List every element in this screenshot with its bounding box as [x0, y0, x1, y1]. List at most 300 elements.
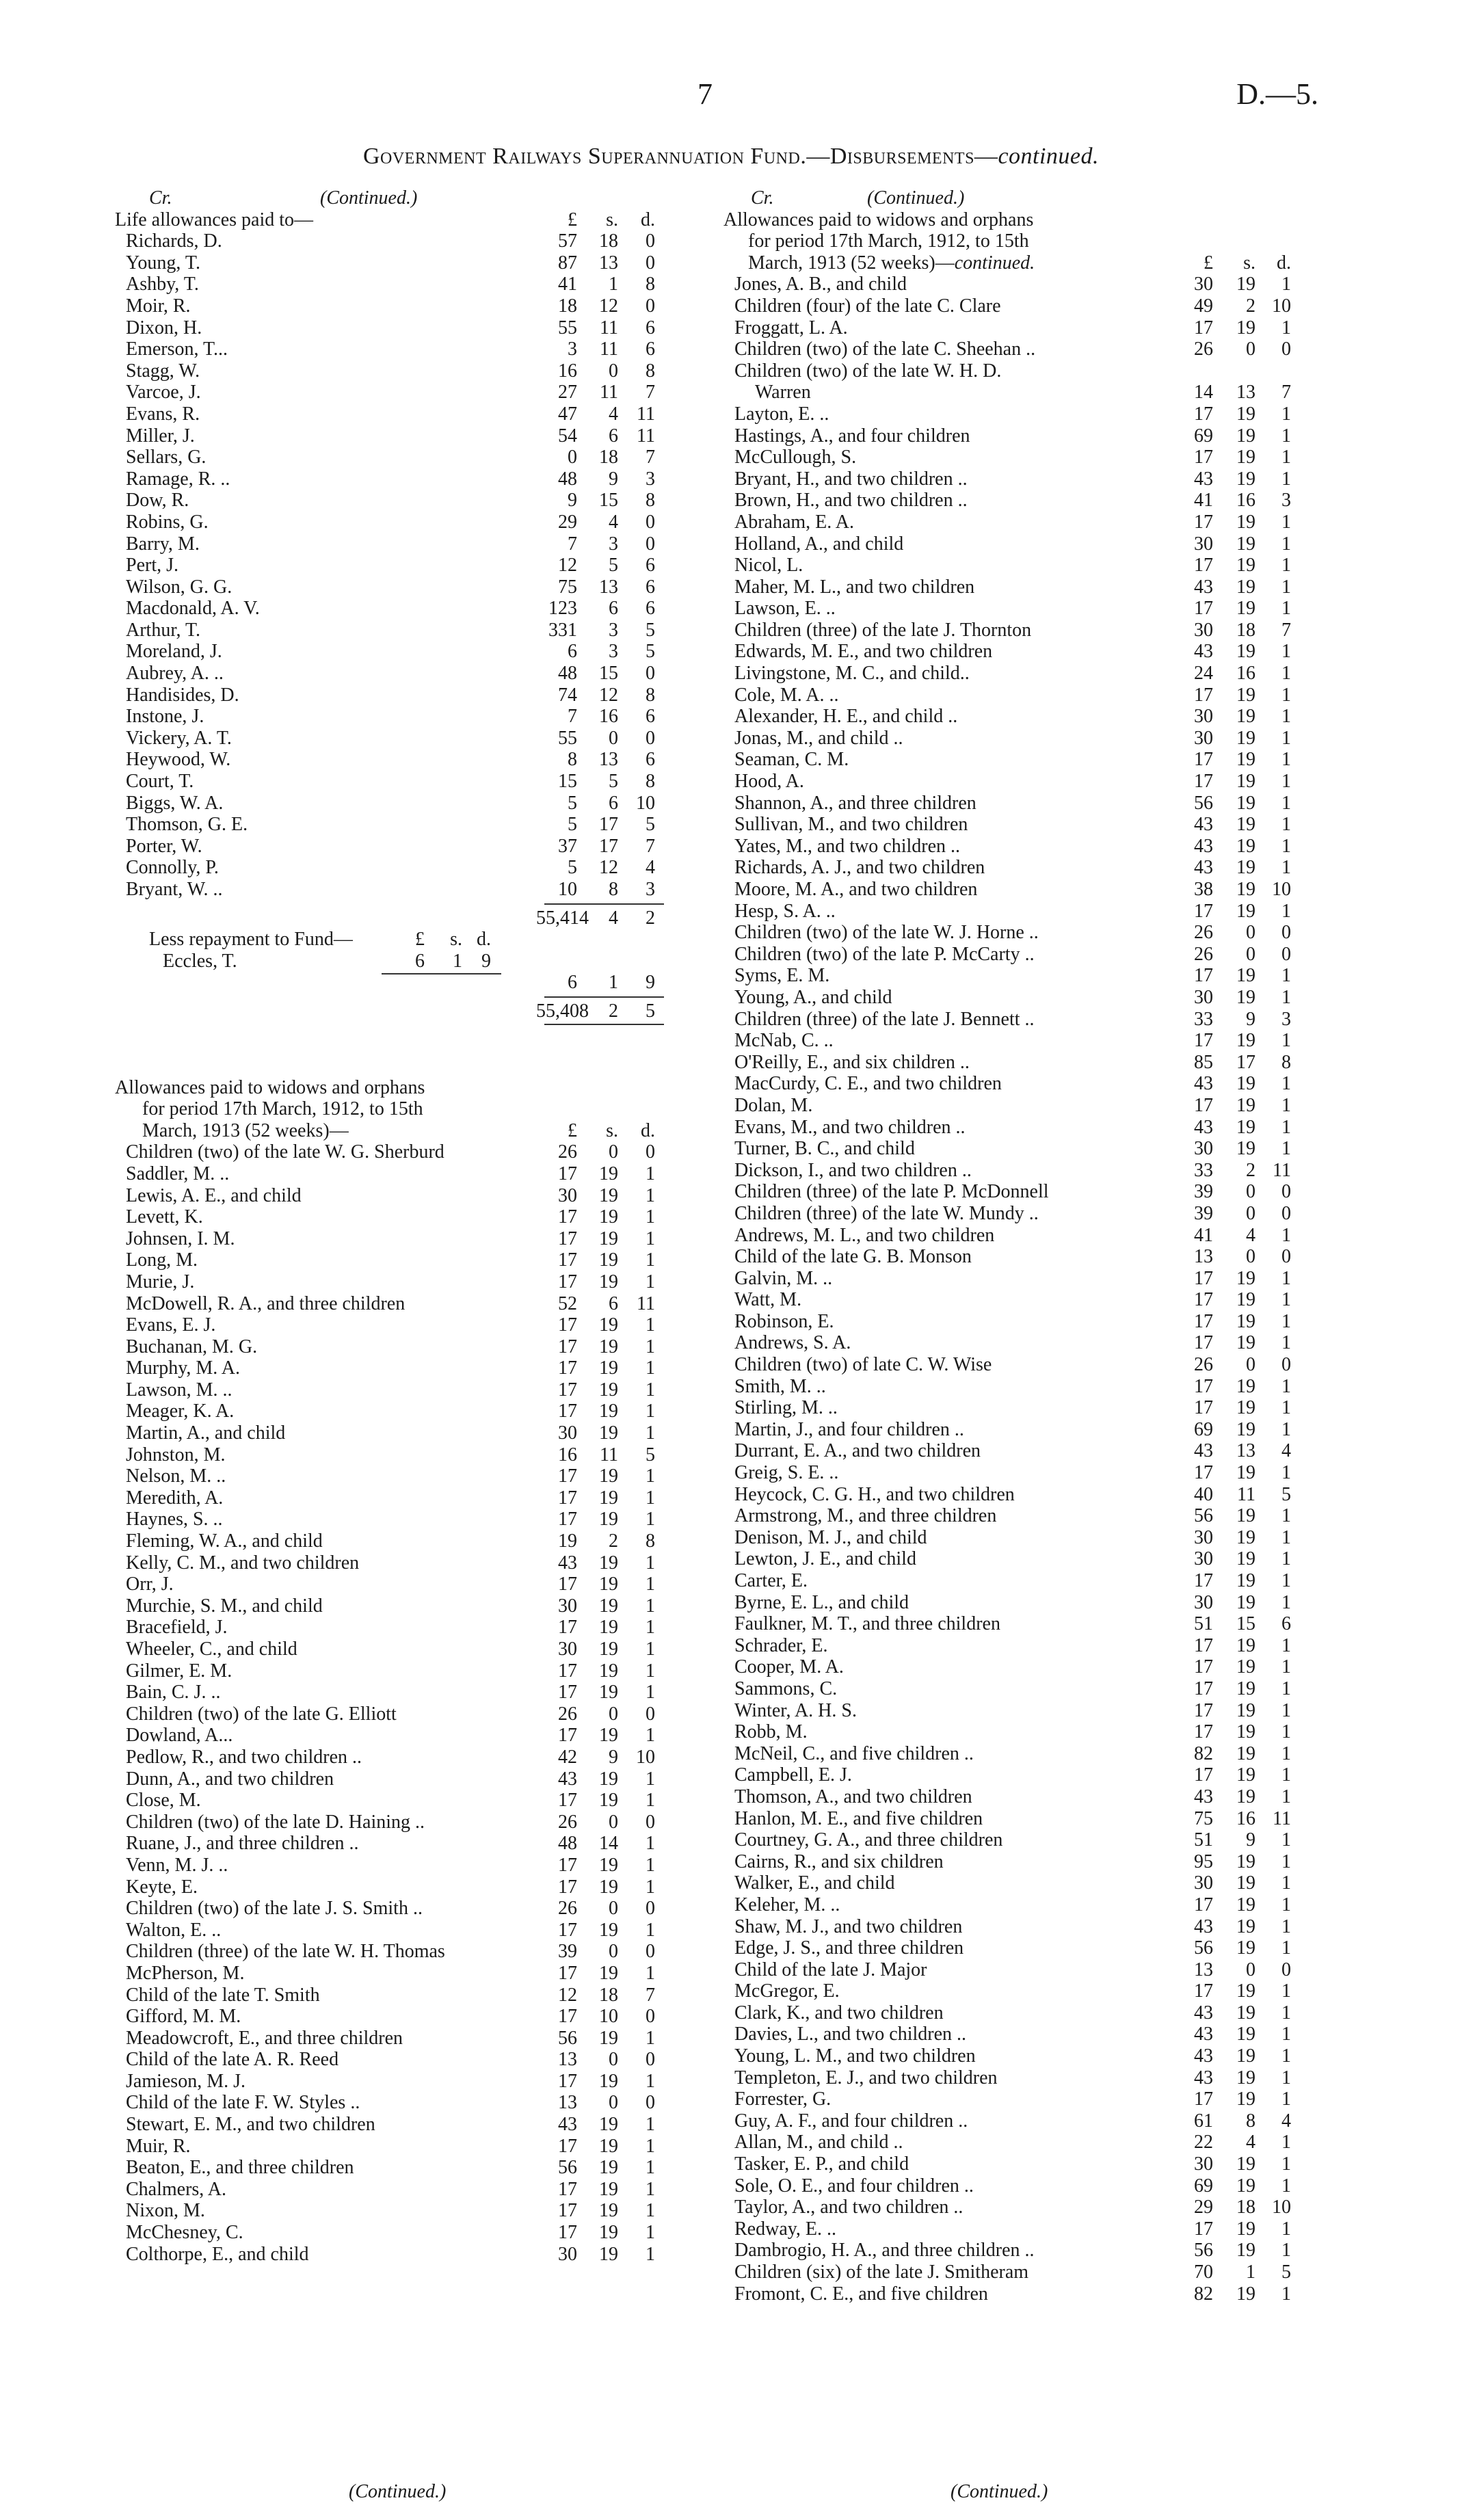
- widow-row-d: 11: [637, 1292, 655, 1314]
- life-row-label: Young, T.: [126, 252, 200, 274]
- life-row: [115, 425, 717, 447]
- right-widow-row-l: 17: [1194, 1721, 1213, 1743]
- right-widow-row: [723, 2067, 1325, 2089]
- right-widow-row-d: 1: [1281, 317, 1291, 339]
- right-widow-row-label: Brown, H., and two children ..: [734, 490, 968, 512]
- widow-row-d: 1: [646, 1206, 655, 1228]
- widow-row-l: 26: [558, 1703, 577, 1725]
- right-widow-row-d: 1: [1281, 598, 1291, 620]
- right-widow-row-l: 43: [1194, 1915, 1213, 1937]
- eccles-row: [115, 951, 717, 972]
- right-widow-row-d: 1: [1281, 641, 1291, 663]
- widow-row-label: Stewart, E. M., and two children: [126, 2114, 375, 2136]
- widow-row: [115, 1682, 717, 1703]
- right-widow-row-d: 1: [1281, 403, 1291, 425]
- right-widow-row-l: 17: [1194, 555, 1213, 576]
- right-widow-row-d: 1: [1281, 2088, 1291, 2110]
- widow-row: [115, 1833, 717, 1855]
- widow-row-d: 1: [646, 1249, 655, 1271]
- right-currency-header-d: d.: [1277, 252, 1291, 274]
- widow-row-s: 18: [599, 1984, 618, 2006]
- widow-row-label: Meager, K. A.: [126, 1401, 235, 1422]
- widow-row-label: Colthorpe, E., and child: [126, 2243, 309, 2265]
- right-widow-row-l: 43: [1194, 2002, 1213, 2024]
- widow-row: [115, 1509, 717, 1530]
- right-widow-row: [723, 360, 1325, 382]
- widow-row-label: Murchie, S. M., and child: [126, 1595, 323, 1617]
- life-row-d: 0: [646, 230, 655, 252]
- widow-row-s: 14: [599, 1833, 618, 1855]
- widow-row-label: Saddler, M. ..: [126, 1163, 230, 1184]
- right-widow-row-d: 11: [1273, 1807, 1291, 1829]
- widow-row-s: 19: [599, 2178, 618, 2200]
- right-widow-row-d: 1: [1281, 771, 1291, 793]
- right-widow-row-l: 75: [1194, 1807, 1213, 1829]
- life-row-l: 74: [558, 684, 577, 706]
- right-widow-row-label: Redway, E. ..: [734, 2218, 837, 2240]
- widow-row-s: 6: [609, 1292, 618, 1314]
- widow-row-d: 1: [646, 1876, 655, 1898]
- right-widow-row-l: 17: [1194, 1656, 1213, 1678]
- right-widow-row-label: Greig, S. E. ..: [734, 1462, 839, 1484]
- less-label: Less repayment to Fund—: [149, 929, 353, 951]
- widow-row-s: 19: [599, 1336, 618, 1357]
- widow-row-l: 17: [558, 2070, 577, 2092]
- right-widow-row: [723, 1959, 1325, 1981]
- widow-row-s: 19: [599, 1206, 618, 1228]
- net-total: [115, 1000, 717, 1022]
- life-row: [115, 468, 717, 490]
- right-widow-row: [723, 2045, 1325, 2067]
- life-row-label: Bryant, W. ..: [126, 879, 223, 900]
- right-widow-row-l: 43: [1194, 1073, 1213, 1095]
- right-widow-row-l: 17: [1194, 1289, 1213, 1311]
- right-widow-row-s: 19: [1236, 2153, 1255, 2175]
- right-widow-row-label: Watt, M.: [734, 1289, 802, 1311]
- widow-row-d: 1: [646, 1682, 655, 1703]
- continued-label: (Continued.): [320, 187, 418, 209]
- right-widow-row-d: 1: [1281, 1418, 1291, 1440]
- widow-row-d: 1: [646, 1962, 655, 1984]
- life-row: [115, 814, 717, 836]
- right-widow-row: [723, 1354, 1325, 1376]
- right-widow-row-s: 0: [1246, 339, 1255, 360]
- right-widow-row-l: 69: [1194, 1418, 1213, 1440]
- right-widow-row: [723, 1700, 1325, 1722]
- widow-row: [115, 1660, 717, 1682]
- life-row-s: 3: [609, 533, 618, 555]
- widow-row-d: 1: [646, 2157, 655, 2179]
- widow-row-d: 1: [646, 1854, 655, 1876]
- life-row-label: Ashby, T.: [126, 274, 199, 295]
- widow-row-l: 17: [558, 2200, 577, 2222]
- widow-row-l: 12: [558, 1984, 577, 2006]
- right-widow-row-l: 26: [1194, 943, 1213, 965]
- right-widow-row-l: 22: [1194, 2132, 1213, 2153]
- right-widow-row-d: 0: [1281, 339, 1291, 360]
- right-widow-row-d: 1: [1281, 1332, 1291, 1354]
- right-widow-row-d: 8: [1281, 1051, 1291, 1073]
- right-widow-row-label: Keleher, M. ..: [734, 1894, 840, 1915]
- right-widow-row-l: 43: [1194, 2024, 1213, 2045]
- right-widow-row-d: 1: [1281, 663, 1291, 685]
- life-row: [115, 295, 717, 317]
- page-number: 7: [697, 77, 713, 111]
- right-widow-row-l: 30: [1194, 2153, 1213, 2175]
- right-widow-row-s: 13: [1236, 382, 1255, 403]
- right-widow-row-l: 17: [1194, 447, 1213, 468]
- right-heading-3: [723, 252, 1325, 274]
- right-widow-row-s: 19: [1236, 879, 1255, 900]
- right-widow-row-s: 19: [1236, 1418, 1255, 1440]
- life-row-l: 55: [558, 317, 577, 339]
- right-widow-row-l: 43: [1194, 1440, 1213, 1462]
- widow-row-label: Meadowcroft, E., and three children: [126, 2027, 403, 2049]
- right-widow-row-label: Evans, M., and two children ..: [734, 1116, 966, 1138]
- right-widow-row: [723, 922, 1325, 944]
- right-widow-row: [723, 1203, 1325, 1225]
- right-widow-row-d: 10: [1272, 2197, 1291, 2218]
- widow-row-label: Dunn, A., and two children: [126, 1768, 334, 1790]
- widow-row: [115, 1898, 717, 1920]
- right-widow-row-d: 1: [1281, 1677, 1291, 1699]
- right-widow-row-l: 69: [1194, 2175, 1213, 2197]
- widow-row-d: 0: [646, 1898, 655, 1920]
- right-widow-row-s: 19: [1236, 1872, 1255, 1894]
- widow-row-l: 17: [558, 1228, 577, 1249]
- widow-row-s: 19: [599, 1725, 618, 1747]
- right-widow-row-s: 19: [1236, 857, 1255, 879]
- widow-row-s: 19: [599, 2157, 618, 2179]
- life-heading: [115, 209, 717, 231]
- right-widow-row-d: 6: [1281, 1613, 1291, 1635]
- right-widow-row-s: 19: [1236, 749, 1255, 771]
- life-row: [115, 447, 717, 468]
- widow-row-l: 17: [558, 1617, 577, 1639]
- right-widow-row-label: Children (three) of the late J. Thornton: [734, 619, 1032, 641]
- widow-row: [115, 1941, 717, 1963]
- right-widow-row-l: 13: [1194, 1246, 1213, 1268]
- right-widow-row-s: 19: [1236, 1548, 1255, 1570]
- right-widow-row-l: 43: [1194, 1786, 1213, 1807]
- right-widow-row-d: 10: [1272, 295, 1291, 317]
- widow-row-label: Children (two) of the late D. Haining ..: [126, 1811, 425, 1833]
- life-row-label: Dixon, H.: [126, 317, 202, 339]
- life-row-d: 11: [637, 403, 655, 425]
- widows-heading-3-text: March, 1913 (52 weeks)—: [142, 1119, 349, 1141]
- right-widow-row-label: Taylor, A., and two children ..: [734, 2197, 963, 2218]
- widow-row-d: 7: [646, 1984, 655, 2006]
- right-widow-row: [723, 749, 1325, 771]
- right-widow-row-label: Hood, A.: [734, 771, 804, 793]
- right-widow-row-s: 19: [1236, 1138, 1255, 1160]
- right-widow-row: [723, 425, 1325, 447]
- life-row: [115, 598, 717, 620]
- eccles-rule: [382, 973, 501, 974]
- widow-row-l: 17: [558, 1465, 577, 1487]
- right-widow-row-label: Young, L. M., and two children: [734, 2045, 976, 2067]
- right-widow-row-label: Cairns, R., and six children: [734, 1851, 944, 1872]
- right-widow-row: [723, 641, 1325, 663]
- right-widow-row-s: 0: [1246, 943, 1255, 965]
- right-widow-row-s: 19: [1236, 1851, 1255, 1872]
- right-widow-row-label: Carter, E.: [734, 1570, 808, 1591]
- right-widow-row-s: 19: [1236, 533, 1255, 555]
- life-row-d: 8: [646, 684, 655, 706]
- widow-row-s: 0: [609, 2049, 618, 2071]
- life-row-s: 11: [600, 339, 618, 360]
- right-widow-row-s: 19: [1236, 2088, 1255, 2110]
- right-widow-row-s: 19: [1236, 1915, 1255, 1937]
- life-row-s: 5: [609, 771, 618, 793]
- right-widow-row-s: 19: [1236, 1980, 1255, 2002]
- widow-row-l: 17: [558, 1314, 577, 1336]
- right-widow-row: [723, 944, 1325, 966]
- right-widow-row-l: 13: [1194, 1959, 1213, 1980]
- right-widow-row-d: 1: [1281, 1851, 1291, 1872]
- right-widow-row-l: 14: [1194, 382, 1213, 403]
- life-row: [115, 317, 717, 339]
- right-widow-row: [723, 576, 1325, 598]
- right-heading-2: [723, 230, 1325, 252]
- right-widow-row-l: 30: [1194, 533, 1213, 555]
- life-row-l: 5: [568, 792, 577, 814]
- right-widow-row-l: 26: [1194, 339, 1213, 360]
- right-widow-row-d: 1: [1281, 1526, 1291, 1548]
- life-row-l: 15: [558, 771, 577, 793]
- right-widow-row-d: 1: [1281, 727, 1291, 749]
- right-widow-row-label: Seaman, C. M.: [734, 749, 849, 771]
- widow-row-l: 52: [558, 1292, 577, 1314]
- life-row: [115, 533, 717, 555]
- widow-row-s: 19: [599, 1682, 618, 1703]
- right-widow-row-label: Faulkner, M. T., and three children: [734, 1613, 1000, 1635]
- right-widow-row-label: Heycock, C. G. H., and two children: [734, 1483, 1015, 1505]
- widow-row: [115, 2179, 717, 2201]
- right-widow-row-s: 0: [1246, 1354, 1255, 1376]
- widow-row-d: 1: [646, 2222, 655, 2244]
- life-row-label: Robins, G.: [126, 511, 209, 533]
- right-widow-row-l: 56: [1194, 792, 1213, 814]
- right-widow-row-l: 41: [1194, 1224, 1213, 1246]
- widow-row-l: 17: [558, 2222, 577, 2244]
- right-widow-row-s: 11: [1237, 1483, 1255, 1505]
- less-currency-d: d.: [477, 929, 491, 951]
- right-widow-row-s: 19: [1236, 1094, 1255, 1116]
- right-widow-row-d: 1: [1281, 1073, 1291, 1095]
- right-widow-row-l: 17: [1194, 749, 1213, 771]
- right-footer: (Continued.): [951, 2481, 1048, 2502]
- right-widow-row-d: 1: [1281, 1289, 1291, 1311]
- widow-row: [115, 1249, 717, 1271]
- right-widow-row: [723, 2002, 1325, 2024]
- right-widow-row: [723, 512, 1325, 533]
- right-widow-row-l: 17: [1194, 1677, 1213, 1699]
- right-widow-row-s: 4: [1246, 1224, 1255, 1246]
- right-widow-row-d: 1: [1281, 1829, 1291, 1851]
- right-widow-row-label: Andrews, M. L., and two children: [734, 1224, 995, 1246]
- life-row-label: Miller, J.: [126, 425, 195, 447]
- right-widow-row-l: 43: [1194, 576, 1213, 598]
- right-widow-row-l: 29: [1194, 2197, 1213, 2218]
- widow-row-l: 43: [558, 2114, 577, 2136]
- right-widow-row-s: 0: [1246, 922, 1255, 944]
- right-widow-row-l: 43: [1194, 814, 1213, 836]
- widow-row-label: Nixon, M.: [126, 2200, 205, 2222]
- right-widow-row-label: Richards, A. J., and two children: [734, 857, 985, 879]
- life-row-l: 41: [558, 274, 577, 295]
- life-row-d: 8: [646, 360, 655, 382]
- widow-row-d: 1: [646, 2070, 655, 2092]
- right-widow-row-label: Forrester, G.: [734, 2088, 832, 2110]
- currency-header-2-d: d.: [641, 1119, 655, 1141]
- widow-row-l: 56: [558, 2027, 577, 2049]
- right-widow-row-s: 19: [1236, 1526, 1255, 1548]
- right-widow-row: [723, 2218, 1325, 2240]
- right-widow-row-l: 30: [1194, 727, 1213, 749]
- right-widow-row-label: Edwards, M. E., and two children: [734, 641, 993, 663]
- right-widow-row: [723, 447, 1325, 468]
- right-widow-row: [723, 1872, 1325, 1894]
- right-widow-row-label: Warren: [755, 382, 811, 403]
- right-widow-row: [723, 1743, 1325, 1765]
- widow-row-d: 0: [646, 1141, 655, 1163]
- right-widow-row: [723, 1937, 1325, 1959]
- life-row-l: 5: [568, 857, 577, 879]
- widow-row-d: 1: [646, 2135, 655, 2157]
- right-widow-row: [723, 1225, 1325, 1247]
- life-row-l: 16: [558, 360, 577, 382]
- eccles-out-d: 9: [646, 972, 655, 994]
- widow-row-l: 43: [558, 1768, 577, 1790]
- right-widow-row-s: 19: [1236, 1742, 1255, 1764]
- life-row-d: 6: [646, 598, 655, 620]
- widow-row: [115, 1185, 717, 1207]
- right-widow-row-label: Child of the late J. Major: [734, 1959, 927, 1980]
- life-row-l: 331: [548, 619, 577, 641]
- subtotal-s: 4: [609, 907, 618, 929]
- life-row-s: 1: [609, 274, 618, 295]
- right-widow-row-s: 19: [1236, 425, 1255, 447]
- widow-row-s: 19: [599, 1919, 618, 1941]
- life-row-label: Moir, R.: [126, 295, 191, 317]
- right-widow-row: [723, 555, 1325, 576]
- eccles-label: Eccles, T.: [163, 950, 237, 972]
- right-widow-row-label: Children (six) of the late J. Smitheram: [734, 2262, 1029, 2283]
- widow-row: [115, 1379, 717, 1401]
- widow-row-label: Johnston, M.: [126, 1444, 226, 1465]
- widow-row-label: McChesney, C.: [126, 2222, 243, 2244]
- widow-row: [115, 2071, 717, 2093]
- widow-row-l: 17: [558, 1725, 577, 1747]
- widow-row-label: Meredith, A.: [126, 1487, 224, 1509]
- right-widow-row-s: 19: [1236, 727, 1255, 749]
- life-row: [115, 706, 717, 728]
- right-widow-row-l: 43: [1194, 835, 1213, 857]
- right-widow-row-label: Sammons, C.: [734, 1677, 838, 1699]
- right-widow-row-s: 19: [1236, 684, 1255, 706]
- life-row-l: 37: [558, 835, 577, 857]
- life-row-d: 8: [646, 274, 655, 295]
- widow-row-label: Murie, J.: [126, 1271, 195, 1292]
- right-widow-row: [723, 2197, 1325, 2218]
- life-row-label: Pert, J.: [126, 555, 178, 576]
- right-widow-row-s: 19: [1236, 555, 1255, 576]
- widow-row-l: 26: [558, 1141, 577, 1163]
- widow-row-l: 17: [558, 2178, 577, 2200]
- eccles-out-s: 1: [609, 972, 618, 994]
- widow-row-label: Gilmer, E. M.: [126, 1660, 232, 1682]
- left-column: [115, 187, 717, 2265]
- right-widow-row-label: Winter, A. H. S.: [734, 1699, 857, 1721]
- life-row-d: 7: [646, 835, 655, 857]
- right-widow-row-label: McNeil, C., and five children ..: [734, 1742, 974, 1764]
- right-widow-row: [723, 1592, 1325, 1614]
- widow-row-d: 1: [646, 1379, 655, 1401]
- right-widow-row-l: 30: [1194, 619, 1213, 641]
- widow-row-d: 1: [646, 1833, 655, 1855]
- right-widow-row-d: 1: [1281, 274, 1291, 295]
- right-widow-row-s: 19: [1236, 598, 1255, 620]
- right-widow-row-d: 1: [1281, 2218, 1291, 2240]
- right-widow-row-d: 1: [1281, 835, 1291, 857]
- widow-row-d: 0: [646, 2049, 655, 2071]
- right-widow-row-label: Edge, J. S., and three children: [734, 1937, 964, 1959]
- widow-row: [115, 1422, 717, 1444]
- widow-row-d: 1: [646, 1228, 655, 1249]
- right-widow-row-s: 19: [1236, 641, 1255, 663]
- right-widow-row-d: 1: [1281, 1894, 1291, 1915]
- right-widow-row-l: 43: [1194, 1116, 1213, 1138]
- right-widow-row: [723, 1808, 1325, 1830]
- widow-row: [115, 1314, 717, 1336]
- widow-row-l: 30: [558, 1184, 577, 1206]
- widow-row-s: 0: [609, 1898, 618, 1920]
- widow-row: [115, 1639, 717, 1660]
- right-widow-row-label: Fromont, C. E., and five children: [734, 2283, 988, 2305]
- right-widow-row-l: 85: [1194, 1051, 1213, 1073]
- cr-label: Cr.: [751, 187, 774, 209]
- right-widow-row-label: Stirling, M. ..: [734, 1397, 838, 1419]
- right-widow-row-l: 51: [1194, 1613, 1213, 1635]
- life-row-label: Aubrey, A. ..: [126, 663, 224, 685]
- life-row-s: 15: [599, 663, 618, 685]
- life-row: [115, 663, 717, 685]
- widow-row-l: 17: [558, 1790, 577, 1812]
- widow-row-s: 19: [599, 1574, 618, 1595]
- right-widow-row-label: Lawson, E. ..: [734, 598, 836, 620]
- right-widow-row: [723, 382, 1325, 403]
- widow-row-l: 30: [558, 1595, 577, 1617]
- widow-row-d: 8: [646, 1530, 655, 1552]
- right-widow-row-d: 1: [1281, 1786, 1291, 1807]
- widow-row-label: Long, M.: [126, 1249, 198, 1271]
- widow-row-d: 0: [646, 2092, 655, 2114]
- right-widow-row-s: 19: [1236, 1634, 1255, 1656]
- life-row: [115, 685, 717, 706]
- life-row-l: 48: [558, 663, 577, 685]
- life-row-d: 6: [646, 555, 655, 576]
- right-widow-row-d: 1: [1281, 1699, 1291, 1721]
- life-row-s: 3: [609, 619, 618, 641]
- widow-row-l: 30: [558, 1422, 577, 1444]
- right-widow-row-label: Robb, M.: [734, 1721, 808, 1743]
- widow-row-label: Jamieson, M. J.: [126, 2070, 245, 2092]
- right-widow-row-d: 1: [1281, 1721, 1291, 1743]
- right-widow-row-s: 19: [1236, 986, 1255, 1008]
- widow-row-label: Bracefield, J.: [126, 1617, 228, 1639]
- right-widow-row-l: 43: [1194, 2067, 1213, 2088]
